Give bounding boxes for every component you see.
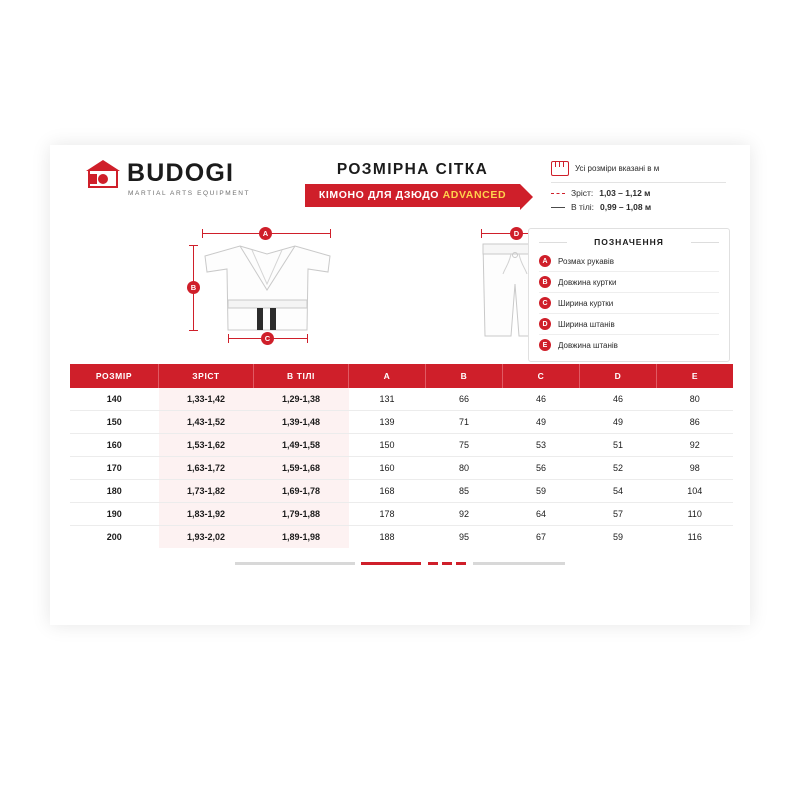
cell-e: 104 bbox=[657, 480, 734, 503]
col-header-height: ЗРІСТ bbox=[159, 364, 254, 388]
cell-b: 85 bbox=[426, 480, 503, 503]
cell-d: 51 bbox=[580, 434, 657, 457]
footer-decoration bbox=[235, 562, 565, 565]
cell-b: 66 bbox=[426, 388, 503, 411]
cell-height: 1,63-1,72 bbox=[159, 457, 254, 480]
cell-height: 1,93-2,02 bbox=[159, 526, 254, 549]
units-row-height bbox=[551, 188, 726, 198]
col-header-size: РОЗМІР bbox=[70, 364, 159, 388]
cell-a: 168 bbox=[349, 480, 426, 503]
dimension-badge-b: B bbox=[187, 281, 200, 294]
judo-jacket-illustration bbox=[200, 238, 335, 343]
cell-a: 131 bbox=[349, 388, 426, 411]
legend-item-a bbox=[539, 255, 719, 267]
cell-e: 116 bbox=[687, 532, 702, 542]
cell-c: 64 bbox=[503, 503, 580, 526]
cell-b: 80 bbox=[426, 457, 503, 480]
table-row bbox=[70, 411, 733, 434]
cell-b: 71 bbox=[426, 411, 503, 434]
cell-size: 170 bbox=[70, 457, 159, 480]
cell-height: 1,33-1,42 bbox=[159, 388, 254, 411]
legend-label-a: Розмах рукавів bbox=[558, 256, 614, 266]
legend-title: ПОЗНАЧЕННЯ bbox=[539, 237, 719, 247]
units-row-body bbox=[551, 202, 726, 212]
cell-a: 139 bbox=[349, 411, 426, 434]
cell-a: 160 bbox=[349, 457, 426, 480]
col-header-c: C bbox=[503, 364, 580, 388]
units-row-body-value: 0,99 – 1,08 м bbox=[600, 202, 652, 212]
table-row bbox=[70, 480, 733, 503]
cell-height: 1,83-1,92 bbox=[159, 503, 254, 526]
dimension-badge-d: D bbox=[510, 227, 523, 240]
col-header-body: В ТІЛІ bbox=[254, 364, 349, 388]
cell-d: 59 bbox=[612, 532, 623, 542]
cell-size: 150 bbox=[70, 411, 159, 434]
units-row-height-label: Зріст: bbox=[571, 188, 594, 198]
cell-body: 1,29-1,38 bbox=[254, 388, 349, 411]
table-body bbox=[70, 388, 733, 548]
cell-d: 57 bbox=[580, 503, 657, 526]
cell-height: 1,73-1,82 bbox=[159, 480, 254, 503]
legend-box bbox=[528, 228, 730, 362]
brand-name: BUDOGI bbox=[127, 159, 235, 187]
cell-size: 190 bbox=[70, 503, 159, 526]
cell-e: 86 bbox=[657, 411, 734, 434]
cell-c: 56 bbox=[503, 457, 580, 480]
cell-size: 180 bbox=[70, 480, 159, 503]
cell-e: 110 bbox=[657, 503, 734, 526]
legend-badge-b: B bbox=[539, 276, 551, 288]
cell-size: 200 bbox=[106, 532, 122, 542]
cell-body: 1,89-1,98 bbox=[254, 526, 349, 549]
cell-b: 92 bbox=[426, 503, 503, 526]
ruler-icon bbox=[551, 161, 569, 176]
cell-d: 46 bbox=[580, 388, 657, 411]
cell-body: 1,39-1,48 bbox=[254, 411, 349, 434]
legend-badge-e: E bbox=[539, 339, 551, 351]
legend-label-b: Довжина куртки bbox=[558, 277, 617, 287]
cell-body: 1,79-1,88 bbox=[254, 503, 349, 526]
cell-height: 1,43-1,52 bbox=[159, 411, 254, 434]
cell-c: 67 bbox=[535, 532, 546, 542]
units-row-height-value: 1,03 – 1,12 м bbox=[599, 188, 651, 198]
cell-height: 1,53-1,62 bbox=[159, 434, 254, 457]
cell-body: 1,69-1,78 bbox=[254, 480, 349, 503]
cell-c: 49 bbox=[503, 411, 580, 434]
size-table bbox=[70, 364, 733, 548]
cell-size: 160 bbox=[70, 434, 159, 457]
cell-d: 49 bbox=[580, 411, 657, 434]
brand-tagline: MARTIAL ARTS EQUIPMENT bbox=[128, 190, 251, 197]
units-note-heading: Усі розміри вказані в м bbox=[575, 164, 660, 173]
cell-d: 52 bbox=[580, 457, 657, 480]
legend-badge-a: A bbox=[539, 255, 551, 267]
legend-item-b bbox=[539, 276, 719, 288]
legend-badge-d: D bbox=[539, 318, 551, 330]
cell-size: 140 bbox=[70, 388, 159, 411]
cell-d: 54 bbox=[580, 480, 657, 503]
subtitle-text: КІМОНО ДЛЯ ДЗЮДО bbox=[318, 189, 440, 201]
legend-item-d bbox=[539, 318, 719, 330]
brand-logo bbox=[86, 159, 316, 197]
table-header-row bbox=[70, 364, 733, 388]
dashed-line-icon bbox=[551, 193, 565, 194]
col-header-d: D bbox=[580, 364, 657, 388]
dimension-badge-c: C bbox=[261, 332, 274, 345]
legend-item-e bbox=[539, 339, 719, 351]
cell-c: 53 bbox=[503, 434, 580, 457]
units-note bbox=[551, 161, 726, 216]
cell-c: 46 bbox=[503, 388, 580, 411]
legend-label-e: Довжина штанів bbox=[558, 340, 618, 350]
dimension-badge-a: A bbox=[259, 227, 272, 240]
table-row bbox=[70, 526, 733, 549]
subtitle-accent: ADVANCED bbox=[442, 189, 507, 201]
cell-a: 150 bbox=[349, 434, 426, 457]
header bbox=[50, 145, 750, 220]
col-header-a: A bbox=[349, 364, 426, 388]
cell-a: 188 bbox=[379, 532, 395, 542]
legend-badge-c: C bbox=[539, 297, 551, 309]
cell-c: 59 bbox=[503, 480, 580, 503]
col-header-b: B bbox=[426, 364, 503, 388]
page-title: РОЗМІРНА СІТКА bbox=[336, 161, 489, 178]
budogi-logo-icon bbox=[86, 160, 120, 188]
table-row bbox=[70, 434, 733, 457]
legend-label-c: Ширина куртки bbox=[558, 298, 614, 308]
title-block bbox=[305, 161, 520, 207]
table-row bbox=[70, 388, 733, 411]
cell-e: 98 bbox=[657, 457, 734, 480]
cell-e: 92 bbox=[657, 434, 734, 457]
legend-label-d: Ширина штанів bbox=[558, 319, 615, 329]
solid-line-icon bbox=[551, 207, 565, 208]
units-row-body-label: В тілі: bbox=[571, 202, 595, 212]
size-chart-sheet bbox=[50, 145, 750, 625]
subtitle-banner bbox=[305, 184, 520, 207]
cell-body: 1,59-1,68 bbox=[254, 457, 349, 480]
diagram-area bbox=[50, 220, 750, 360]
legend-item-c bbox=[539, 297, 719, 309]
table-row bbox=[70, 457, 733, 480]
cell-b: 95 bbox=[458, 532, 469, 542]
cell-e: 80 bbox=[657, 388, 734, 411]
table-row bbox=[70, 503, 733, 526]
cell-b: 75 bbox=[426, 434, 503, 457]
cell-a: 178 bbox=[349, 503, 426, 526]
cell-body: 1,49-1,58 bbox=[254, 434, 349, 457]
col-header-e: E bbox=[657, 364, 734, 388]
